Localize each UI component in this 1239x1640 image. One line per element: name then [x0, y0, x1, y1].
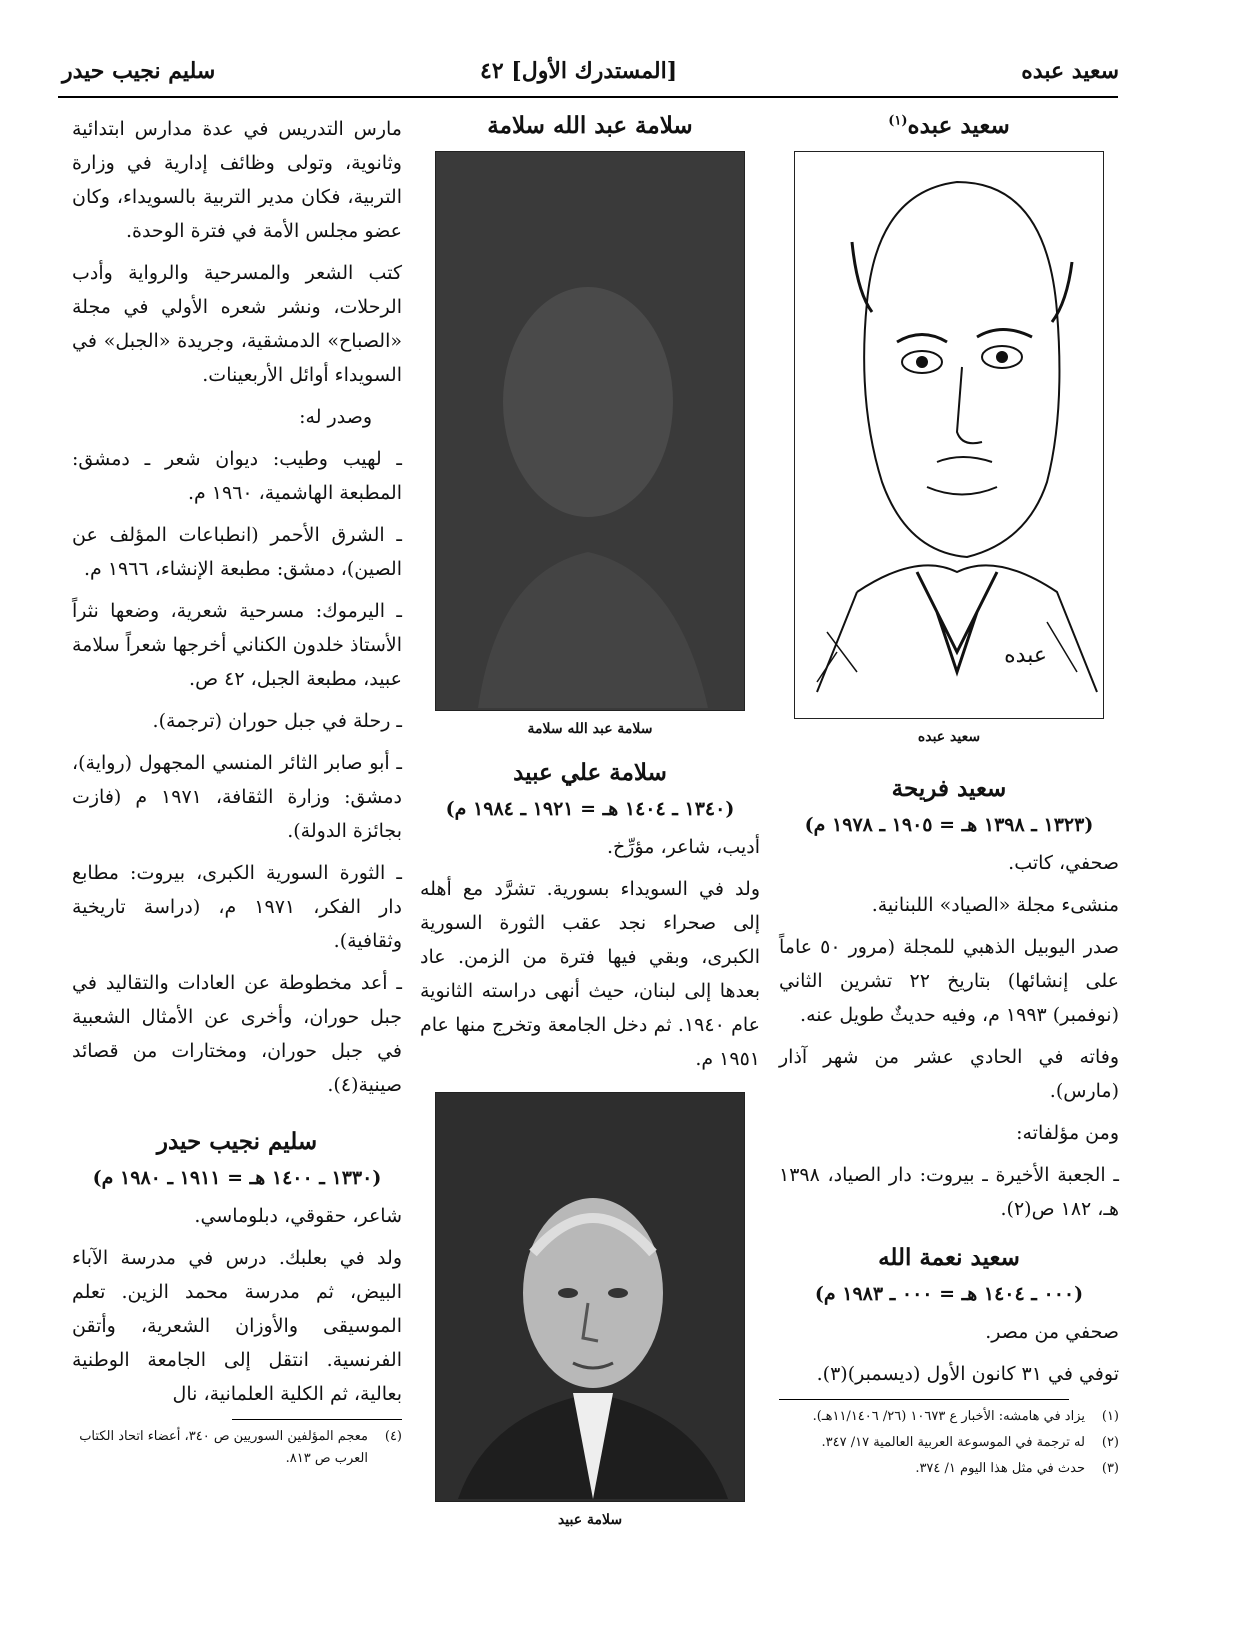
photo-caption: سعيد عبده — [917, 729, 981, 745]
footnote: (٢) له ترجمة في الموسوعة العربية العالمية ١٧/ ٣٤٧. — [821, 1435, 1119, 1450]
entry-title: سعيد نعمة الله — [878, 1244, 1020, 1271]
entry-dates: (١٣٢٣ ـ ١٣٩٨ هـ = ١٩٠٥ ـ ١٩٧٨ م) — [804, 814, 1094, 836]
entry-title: سلامة عبد الله سلامة — [487, 112, 693, 139]
running-head-right: سعيد عبده — [1021, 58, 1119, 84]
running-head-left: سليم نجيب حيدر — [62, 58, 216, 84]
book-list-item: ـ الشرق الأحمر (انطباعات المؤلف عن الصين)، دمشق: مطبعة الإنشاء، ١٩٦٦ م. — [72, 524, 402, 580]
column-middle — [420, 112, 760, 1542]
book-list-item: ـ أعد مخطوطة عن العادات والتقاليد في جبل حوران، وأخرى عن الأمثال الشعبية في جبل حوران، ومختارات من قصائد صينية(٤). — [72, 972, 402, 1096]
running-head-center: [المستدرك الأول] ٤٢ — [480, 58, 678, 84]
photo-placeholder — [438, 1093, 744, 1499]
entry-paragraph: صحفي، كاتب. — [1008, 852, 1119, 874]
entry-title: سعيد عبده$^{(١)}$ — [888, 112, 1010, 139]
book-list-item: ـ اليرموك: مسرحية شعرية، وضعها نثراً الأستاذ خلدون الكناني أخرجها شعراً سلامة عبيد، مطبعة الجبل، ٤٢ ص. — [72, 600, 402, 690]
footnote-rule — [779, 1399, 1069, 1400]
photo-caption: سلامة عبد الله سلامة — [527, 721, 653, 737]
book-list-item: ـ الثورة السورية الكبرى، بيروت: مطابع دار الفكر، ١٩٧١ م، (دراسة تاريخية وثقافية). — [72, 862, 402, 952]
entry-paragraph: ومن مؤلفاته: — [1016, 1122, 1119, 1144]
entry-paragraph: ولد في بعلبك. درس في مدرسة الآباء البيض، ثم مدرسة محمد الزين. تعلم الموسيقى والأوزان الشعرية، وأتقن الفرنسية. انتقل إلى الجامعة الوطنية بعالية، ثم الكلية العلمانية، نال — [72, 1247, 402, 1405]
entry-paragraph: أديب، شاعر، مؤرِّخ. — [606, 836, 760, 858]
entry-title: سلامة علي عبيد — [513, 759, 667, 786]
header-rule — [58, 96, 1118, 98]
portrait-photo-salama-obeid — [435, 1092, 745, 1502]
entry-paragraph: كتب الشعر والمسرحية والرواية وأدب الرحلات، ونشر شعره الأولي في مجلة «الصباح» الدمشقية، وجريدة «الجبل» في السويداء أوائل الأربعينات. — [72, 262, 402, 386]
entry-paragraph: توفي في ٣١ كانون الأول (ديسمبر)(٣). — [816, 1363, 1119, 1385]
photo-placeholder — [438, 152, 744, 708]
entry-dates: (١٣٣٠ ـ ١٤٠٠ هـ = ١٩١١ ـ ١٩٨٠ م) — [92, 1167, 382, 1189]
book-list-item: ـ لهيب وطيب: ديوان شعر ـ دمشق: المطبعة الهاشمية، ١٩٦٠ م. — [72, 448, 402, 504]
artist-signature: عبده — [1004, 643, 1047, 668]
book-list-item: ـ رحلة في جبل حوران (ترجمة). — [152, 710, 402, 732]
column-right — [779, 112, 1119, 1484]
entry-paragraph: ولد في السويداء بسورية. تشرَّد مع أهله إلى صحراء نجد عقب الثورة السورية الكبرى، وبقي فيها فترة من الزمن. عاد بعدها إلى لبنان، حيث أنهى دراسته الثانوية عام ١٩٤٠. ثم دخل الجامعة وتخرج منها عام ١٩٥١ م. — [420, 878, 761, 1070]
entry-paragraph: شاعر، حقوقي، دبلوماسي. — [194, 1205, 402, 1227]
entry-title: سعيد فريحة — [891, 775, 1007, 802]
entry-paragraph: منشىء مجلة «الصياد» اللبنانية. — [871, 894, 1119, 916]
entry-paragraph: ـ الجعبة الأخيرة ـ بيروت: دار الصياد، ١٣٩٨ هـ، ١٨٢ ص(٢). — [779, 1164, 1119, 1220]
footnote: (١) يزاد في هامشه: الأخبار ع ١٠٦٧٣ (٢٦/ ١١/١٤٠٦هـ). — [812, 1409, 1119, 1424]
portrait-photo-salama-abdallah — [435, 151, 745, 711]
footnote-rule — [232, 1419, 402, 1420]
book-list-item: ـ أبو صابر الثائر المنسي المجهول (رواية)، دمشق: وزارة الثقافة، ١٩٧١ م (فازت بجائزة الدولة). — [72, 752, 402, 842]
entry-paragraph: صحفي من مصر. — [985, 1321, 1119, 1343]
entry-paragraph: وفاته في الحادي عشر من شهر آذار (مارس). — [779, 1046, 1119, 1102]
portrait-drawing — [797, 152, 1103, 716]
entry-paragraph: صدر اليوبيل الذهبي للمجلة (مرور ٥٠ عاماً على إنشائها) بتاريخ ٢٢ تشرين الثاني (نوفمبر) ١٩٩٣ م، وفيه حديثٌ طويل عنه. — [779, 936, 1119, 1026]
entry-dates: (٠٠٠ ـ ١٤٠٤ هـ = ٠٠٠ ـ ١٩٨٣ م) — [814, 1283, 1084, 1305]
portrait-sketch-saeed-abdo — [794, 151, 1104, 719]
entry-dates: (١٣٤٠ ـ ١٤٠٤ هـ = ١٩٢١ ـ ١٩٨٤ م) — [445, 798, 735, 820]
entry-title: سليم نجيب حيدر — [156, 1128, 318, 1155]
footnote: (٤) معجم المؤلفين السوريين ص ٣٤٠، أعضاء اتحاد الكتاب العرب ص ٨١٣. — [79, 1429, 402, 1466]
footnote: (٣) حدث في مثل هذا اليوم ١/ ٣٧٤. — [915, 1461, 1119, 1476]
column-left — [72, 112, 402, 1474]
photo-caption: سلامة عبيد — [557, 1512, 623, 1528]
entry-paragraph: وصدر له: — [299, 406, 372, 428]
entry-paragraph: مارس التدريس في عدة مدارس ابتدائية وثانوية، وتولى وظائف إدارية في وزارة التربية، فكان مدير التربية بالسويداء، وكان عضو مجلس الأمة في فترة الوحدة. — [72, 118, 402, 242]
